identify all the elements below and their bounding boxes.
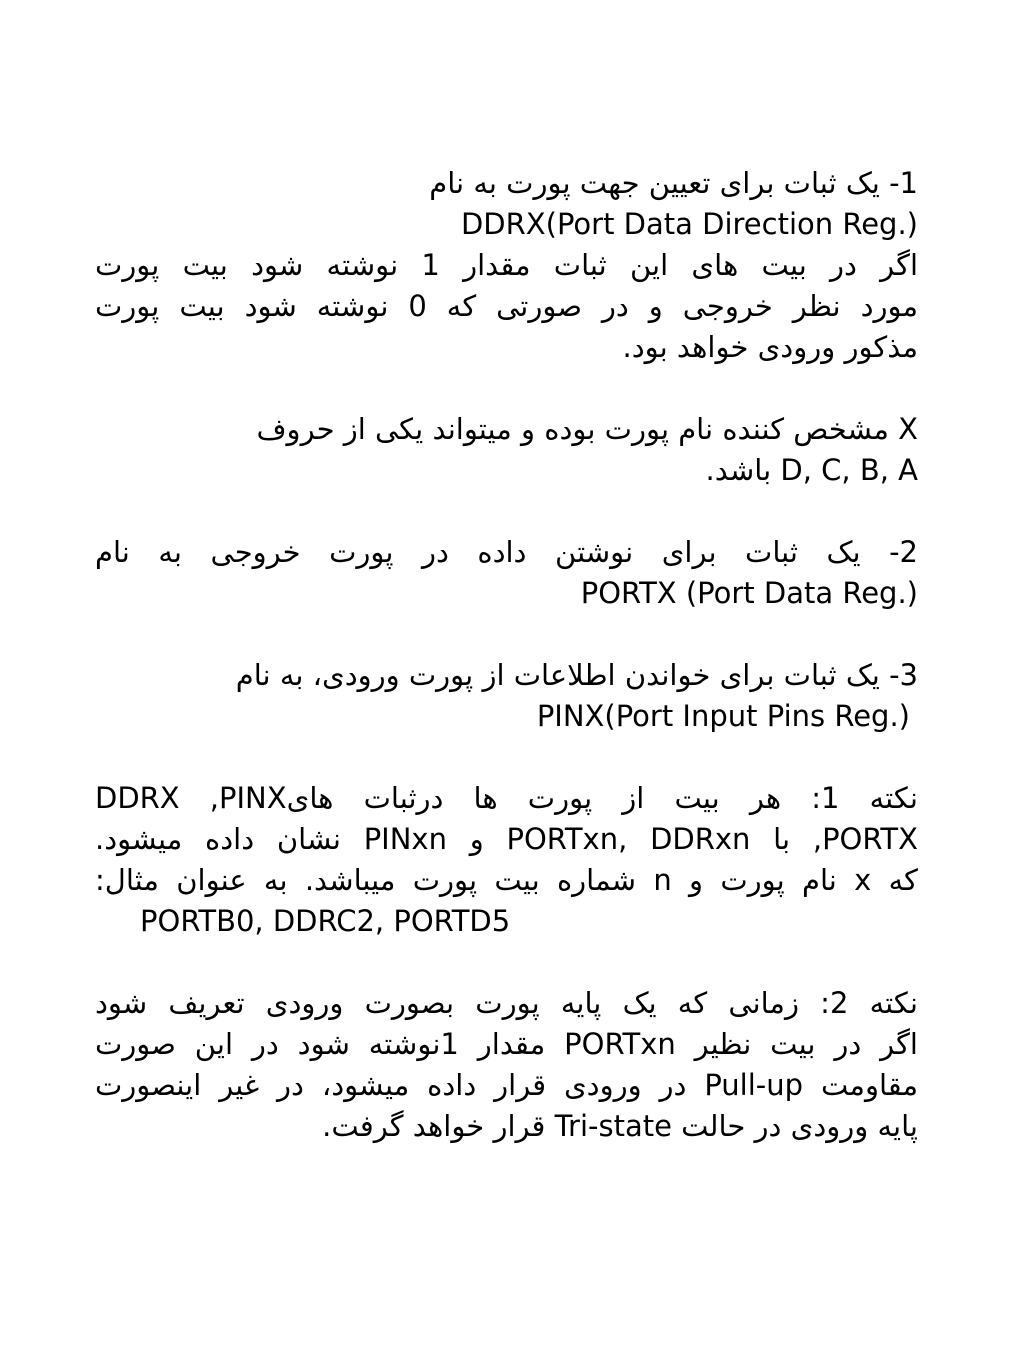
portx-register-name: PORTX (Port Data Reg.) — [580, 576, 918, 610]
pinx-heading: 3- یک ثبات برای خواندن اطلاعات از پورت ورودی، به نام — [235, 658, 918, 692]
section-note-2 — [95, 983, 918, 1147]
ddrx-description-line-2: مورد نظر خروجی و در صورتی که 0 نوشته شود بیت پورت — [95, 289, 919, 323]
note2-line-3: مقاومت Pull-up در ورودی قرار داده میشود، در غیر اینصورت — [95, 1068, 918, 1102]
ddrx-description-line-1: اگر در بیت های این ثبات مقدار 1 نوشته شود بیت پورت — [95, 248, 918, 282]
section-portx — [95, 532, 918, 614]
ddrx-register-name: DDRX(Port Data Direction Reg.) — [460, 207, 918, 241]
port-letter-line-1: X مشخص کننده نام پورت بوده و میتواند یکی از حروف — [256, 412, 918, 446]
ddrx-description-line-3: مذکور ورودی خواهد بود. — [622, 330, 918, 364]
section-port-letter — [95, 409, 918, 491]
note1-line-3: که x نام پورت و n شماره بیت پورت میباشد. به عنوان مثال: — [95, 863, 918, 897]
note1-line-1: نکته 1: هر بیت از پورت ها درثبات هایDDRX ,PINX — [95, 781, 918, 815]
note2-line-2: اگر در بیت نظیر PORTxn مقدار 1نوشته شود در این صورت — [95, 1027, 918, 1061]
section-note-1 — [95, 778, 918, 942]
pinx-register-name: PINX(Port Input Pins Reg.) — [536, 699, 910, 733]
note1-example: PORTB0, DDRC2, PORTD5 — [140, 904, 511, 938]
note1-line-2: PORTX, با PORTxn, DDRxn و PINxn نشان داده میشود. — [95, 822, 918, 856]
section-ddrx — [95, 163, 918, 368]
section-pinx — [95, 655, 918, 737]
portx-heading: 2- یک ثبات برای نوشتن داده در پورت خروجی به نام — [95, 535, 918, 569]
note2-line-1: نکته 2: زمانی که یک پایه پورت بصورت ورودی تعریف شود — [95, 986, 918, 1020]
document-page — [95, 163, 918, 1188]
port-letter-line-2: D, C, B, A باشد. — [705, 453, 918, 487]
ddrx-heading: 1- یک ثبات برای تعیین جهت پورت به نام — [429, 166, 918, 200]
note2-line-4: پایه ورودی در حالت Tri-state قرار خواهد گرفت. — [322, 1109, 918, 1143]
